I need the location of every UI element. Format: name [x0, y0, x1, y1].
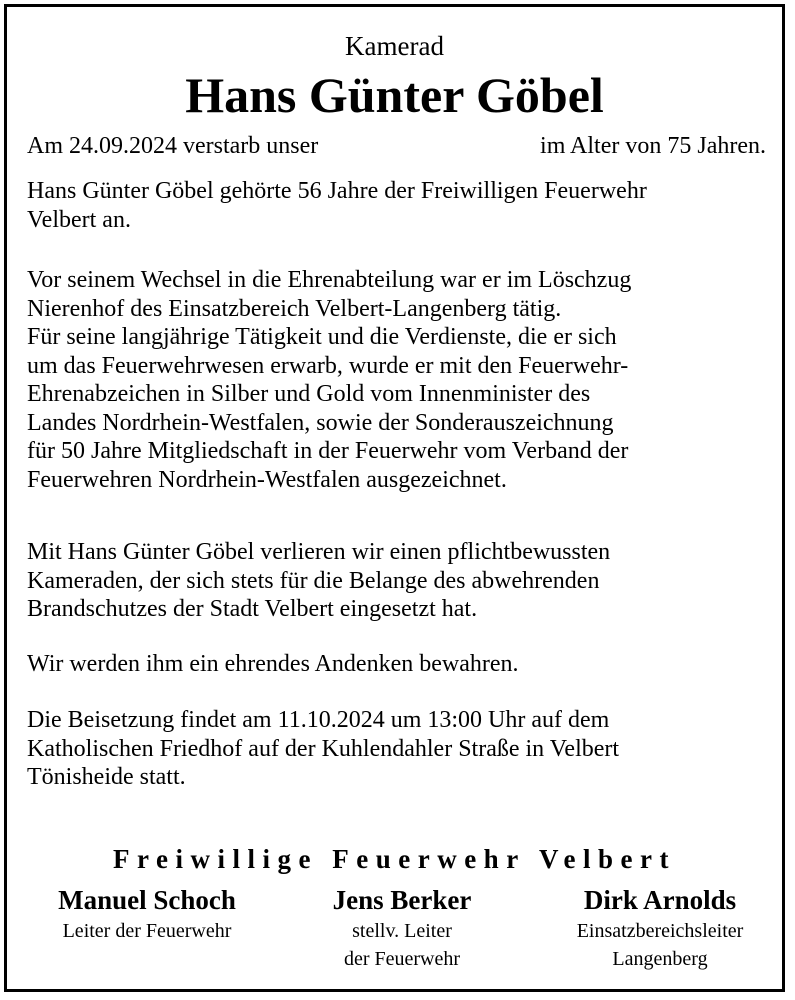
- signatory-berker: [272, 883, 532, 973]
- paragraph-funeral: [27, 706, 768, 792]
- signatory-schoch: [17, 883, 277, 945]
- death-date-text: Am 24.09.2024 verstarb unser: [27, 133, 319, 159]
- paragraph-line: Ehrenabzeichen in Silber und Gold vom Innenminister des: [27, 381, 591, 407]
- signatory-arnolds: [530, 883, 790, 973]
- paragraph-line: Für seine langjährige Tätigkeit und die Verdienste, die er sich: [27, 324, 617, 350]
- paragraph-line: Velbert an.: [27, 206, 131, 233]
- overline-title: Kamerad: [345, 31, 444, 61]
- paragraph-line: Tönisheide statt.: [27, 764, 186, 790]
- signatory-name: Dirk Arnolds: [583, 885, 737, 915]
- signatory-name: Jens Berker: [332, 885, 472, 915]
- paragraph-line: Vor seinem Wechsel in die Ehrenabteilung war er im Löschzug: [27, 267, 632, 293]
- paragraph-line: Katholischen Friedhof auf der Kuhlendahler Straße in Velbert: [27, 735, 620, 762]
- paragraph-line: Kameraden, der sich stets für die Belange des abwehrenden: [27, 567, 600, 594]
- paragraph-line: Die Beisetzung findet am 11.10.2024 um 13:00 Uhr auf dem: [27, 707, 610, 733]
- deceased-name: Hans Günter Göbel: [185, 67, 604, 123]
- age-text: im Alter von 75 Jahren.: [540, 133, 766, 159]
- organization-name: Freiwillige Feuerwehr Velbert: [113, 844, 676, 874]
- signatory-role: der Feuerwehr: [343, 948, 461, 970]
- paragraph-line: Landes Nordrhein-Westfalen, sowie der Sonderauszeichnung: [27, 409, 614, 436]
- paragraph-remembrance: [27, 650, 768, 679]
- signatory-role: Leiter der Feuerwehr: [62, 920, 232, 942]
- paragraph-line: Hans Günter Göbel gehörte 56 Jahre der Freiwilligen Feuerwehr: [27, 178, 647, 204]
- paragraph-line: Feuerwehren Nordrhein-Westfalen ausgezeichnet.: [27, 466, 507, 493]
- paragraph-career: [27, 266, 768, 494]
- paragraph-line: um das Feuerwehrwesen erwarb, wurde er mit den Feuerwehr-: [27, 352, 629, 379]
- obituary-notice: [4, 4, 785, 992]
- signatory-role: Einsatzbereichsleiter: [576, 920, 744, 942]
- paragraph-tribute: [27, 538, 768, 624]
- signatory-role: stellv. Leiter: [352, 920, 452, 942]
- paragraph-line: Nierenhof des Einsatzbereich Velbert-Langenberg tätig.: [27, 295, 562, 322]
- paragraph-line: für 50 Jahre Mitgliedschaft in der Feuerwehr vom Verband der: [27, 438, 629, 464]
- paragraph-membership: [27, 177, 768, 234]
- signatory-name: Manuel Schoch: [58, 885, 236, 915]
- paragraph-line: Wir werden ihm ein ehrendes Andenken bewahren.: [27, 651, 519, 677]
- signatory-role: Langenberg: [612, 948, 708, 970]
- paragraph-line: Brandschutzes der Stadt Velbert eingesetzt hat.: [27, 596, 478, 622]
- paragraph-line: Mit Hans Günter Göbel verlieren wir einen pflichtbewussten: [27, 539, 611, 565]
